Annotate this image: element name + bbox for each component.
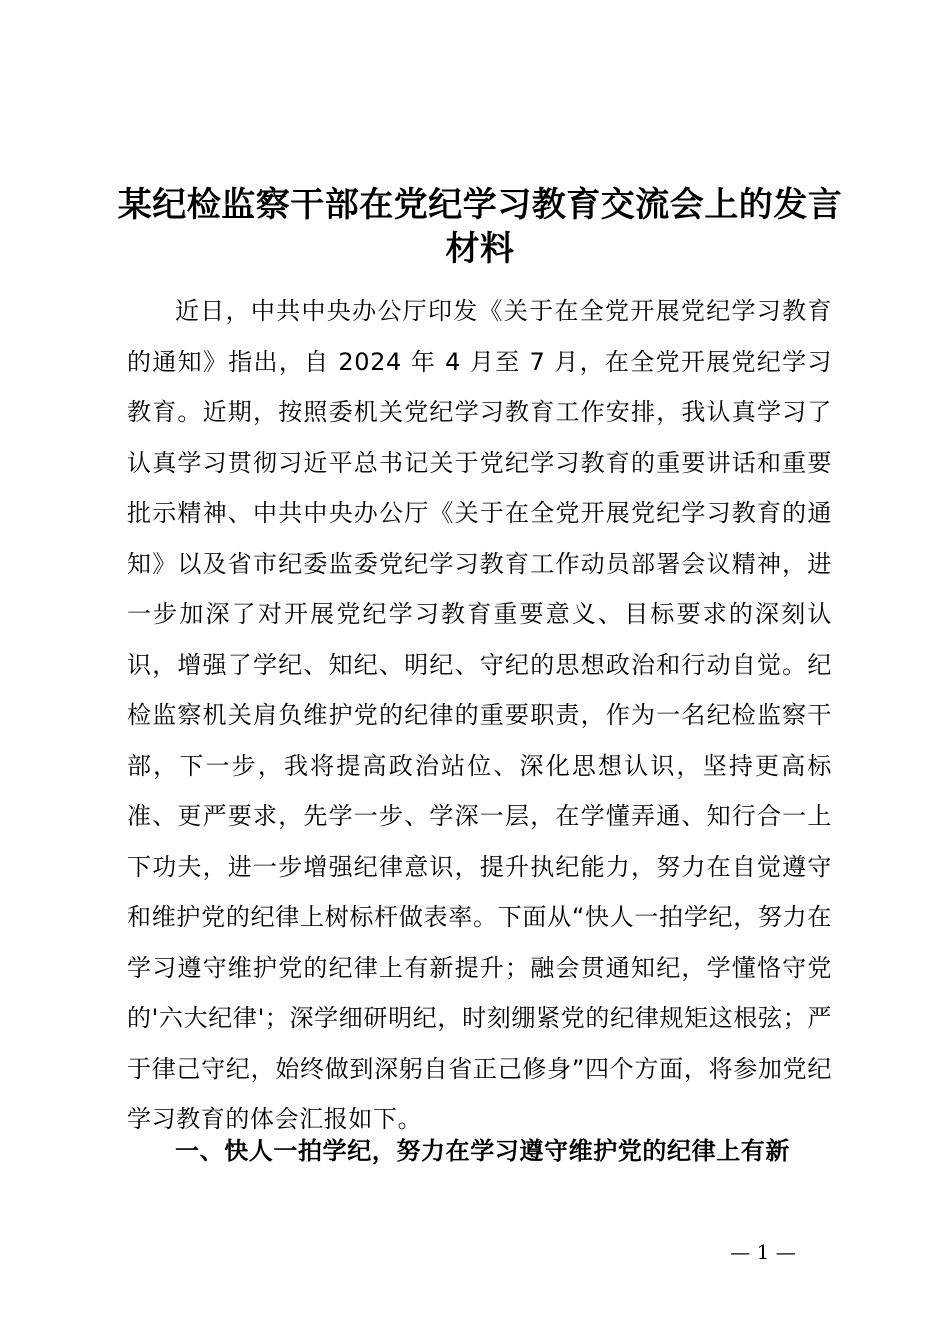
body-paragraph: 近日，中共中央办公厅印发《关于在全党开展党纪学习教育的通知》指出，自 2024 年 4 月至 7 月，在全党开展党纪学习教育。近期，按照委机关党纪学习教育工作安排，我认真学习了认真学习贯彻习近平总书记关于党纪学习教育的重要讲话和重要批示精神、中共中央办公厅《关于在全党开展党纪学习教育的通知》以及省市纪委监委党纪学习教育工作动员部署会议精神，进一步加深了对开展党纪学习教育重要意义、目标要求的深刻认识，增强了学纪、知纪、明纪、守纪的思想政治和行动自觉。纪检监察机关肩负维护党的纪律的重要职责，作为一名纪检监察干部，下一步，我将提高政治站位、深化思想认识，坚持更高标准、更严要求，先学一步、学深一层，在学懂弄通、知行合一上下功夫，进一步增强纪律意识，提升执纪能力，努力在自觉遵守和维护党的纪律上树标杆做表率。下面从“快人一拍学纪，努力在学习遵守维护党的纪律上有新提升；融会贯通知纪，学懂恪守党的'六大纪律'；深学细研明纪，时刻绷紧党的纪律规矩这根弦；严于律己守纪，始终做到深躬自省正己修身”四个方面，将参加党纪学习教育的体会汇报如下。 [127, 297, 832, 1133]
document-title: 某纪检监察干部在党纪学习教育交流会上的发言材料 [117, 185, 843, 269]
section-heading-1: 一、快人一拍学纪，努力在学习遵守维护党的纪律上有新 [175, 1137, 790, 1165]
page-number: — 1 — [730, 1240, 796, 1264]
